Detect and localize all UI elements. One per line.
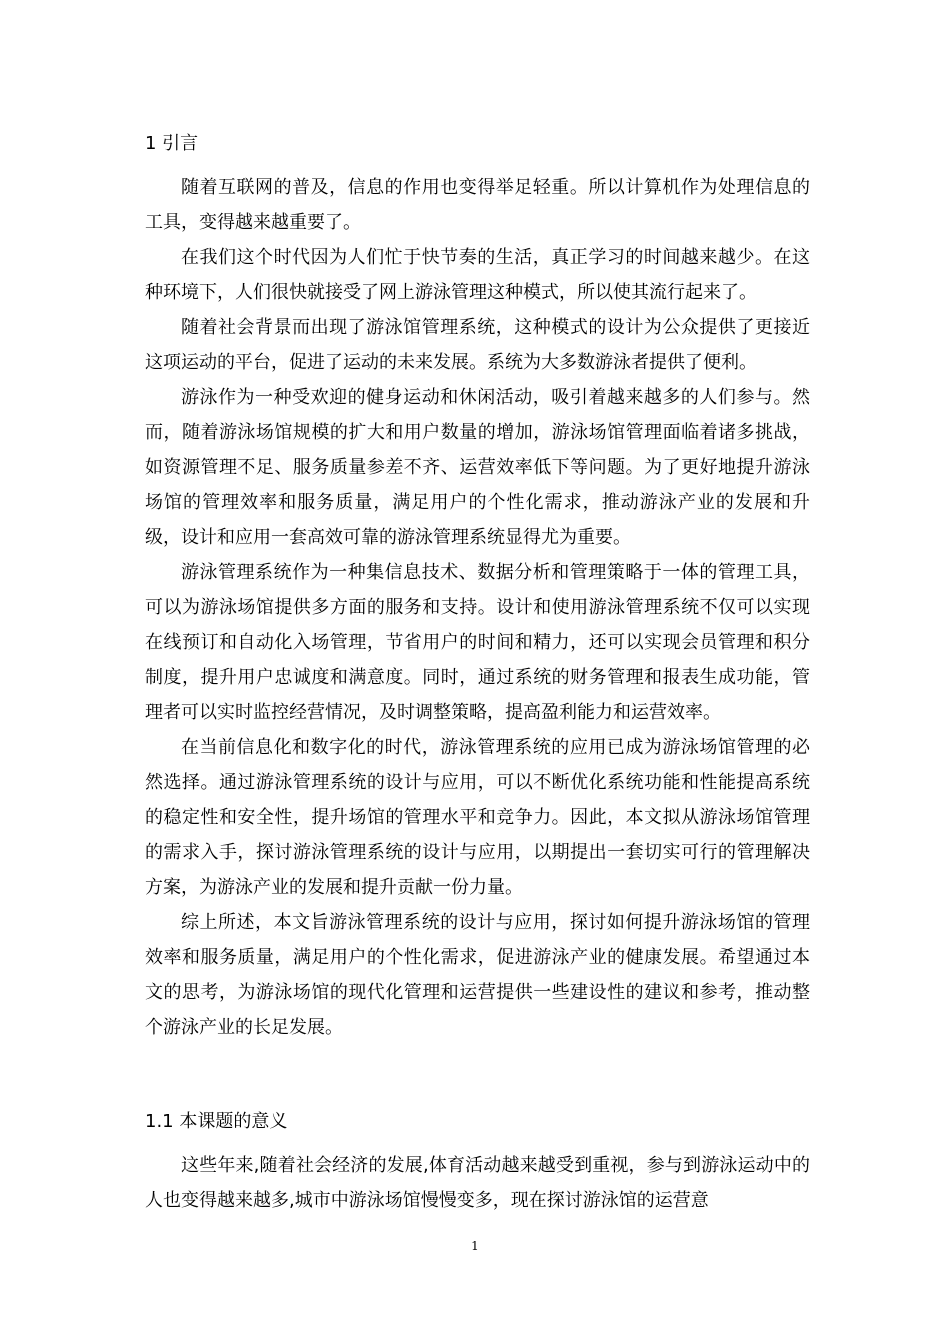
paragraph: 游泳作为一种受欢迎的健身运动和休闲活动，吸引着越来越多的人们参与。然而，随着游泳场馆规模的扩大和用户数量的增加，游泳场馆管理面临着诸多挑战，如资源管理不足、服务质量参差不齐、运营效率低下等问题。为了更好地提升游泳场馆的管理效率和服务质量，满足用户的个性化需求，推动游泳产业的发展和升级，设计和应用一套高效可靠的游泳管理系统显得尤为重要。 (145, 387, 810, 548)
paragraph: 随着互联网的普及，信息的作用也变得举足轻重。所以计算机作为处理信息的工具，变得越来越重要了。 (145, 177, 810, 233)
paragraph: 游泳管理系统作为一种集信息技术、数据分析和管理策略于一体的管理工具，可以为游泳场馆提供多方面的服务和支持。设计和使用游泳管理系统不仅可以实现在线预订和自动化入场管理，节省用户的时间和精力，还可以实现会员管理和积分制度，提升用户忠诚度和满意度。同时，通过系统的财务管理和报表生成功能，管理者可以实时监控经营情况，及时调整策略，提高盈利能力和运营效率。 (145, 562, 810, 723)
paragraph: 这些年来,随着社会经济的发展,体育活动越来越受到重视，参与到游泳运动中的人也变得越来越多,城市中游泳场馆慢慢变多，现在探讨游泳馆的运营意 (145, 1155, 810, 1211)
section-heading-significance: 1.1 本课题的意义 (145, 1111, 288, 1132)
page-number: 1 (471, 1239, 479, 1253)
introduction-body (145, 170, 810, 1045)
paragraph: 随着社会背景而出现了游泳馆管理系统，这种模式的设计为公众提供了更接近这项运动的平台，促进了运动的未来发展。系统为大多数游泳者提供了便利。 (145, 317, 810, 373)
paragraph: 综上所述，本文旨游泳管理系统的设计与应用，探讨如何提升游泳场馆的管理效率和服务质量，满足用户的个性化需求，促进游泳产业的健康发展。希望通过本文的思考，为游泳场馆的现代化管理和运营提供一些建设性的建议和参考，推动整个游泳产业的长足发展。 (145, 912, 810, 1038)
significance-body (145, 1148, 810, 1218)
paragraph: 在当前信息化和数字化的时代，游泳管理系统的应用已成为游泳场馆管理的必然选择。通过游泳管理系统的设计与应用，可以不断优化系统功能和性能提高系统的稳定性和安全性，提升场馆的管理水平和竞争力。因此，本文拟从游泳场馆管理的需求入手，探讨游泳管理系统的设计与应用，以期提出一套切实可行的管理解决方案，为游泳产业的发展和提升贡献一份力量。 (145, 737, 810, 898)
section-heading-introduction: 1 引言 (145, 133, 199, 154)
paragraph: 在我们这个时代因为人们忙于快节奏的生活，真正学习的时间越来越少。在这种环境下，人们很快就接受了网上游泳管理这种模式，所以使其流行起来了。 (145, 247, 810, 303)
